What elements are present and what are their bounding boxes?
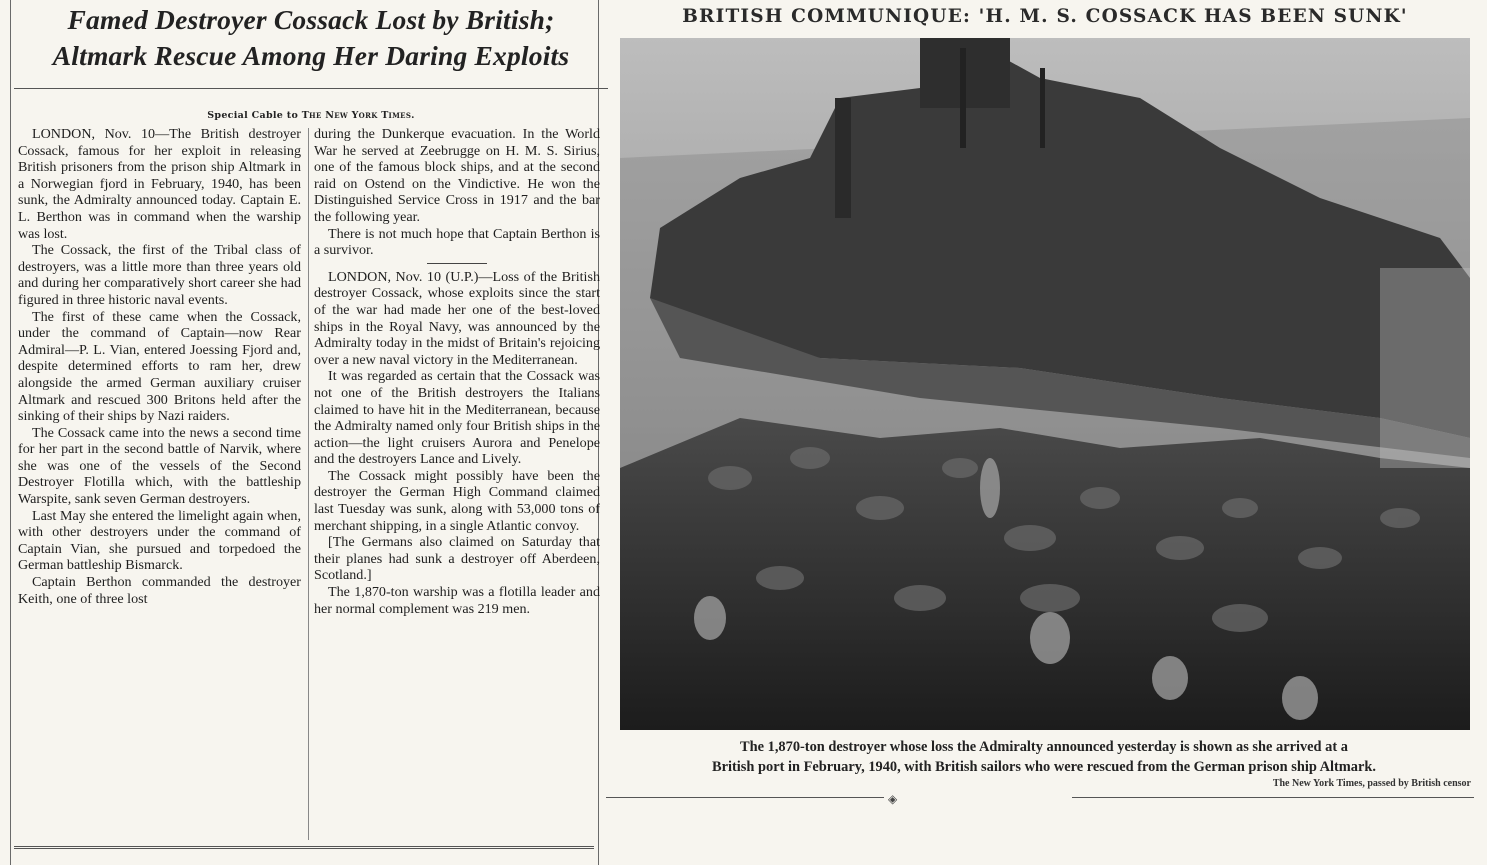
photo-bottom-rule-left xyxy=(606,797,884,798)
article-paragraph: during the Dunkerque evacuation. In the World War he served at Zeebrugge on H. M. S. Sirius, one of the famous block ships, and at the second raid on Ostend on the Vindictive. He won the Distinguished Service Cross in 1917 and the bar the following year. xyxy=(314,126,600,225)
article-paragraph: LONDON, Nov. 10—The British destroyer Cossack, famous for her exploit in releasing British prisoners from the prison ship Altmark in a Norwegian fjord in February, 1940, has been sunk, the Admiralty announced today. Captain E. L. Berthon was in command when the warship was lost. xyxy=(18,126,301,242)
middle-column-rule xyxy=(308,128,309,840)
ship-and-sailors-image xyxy=(620,38,1470,730)
article-paragraph: The Cossack might possibly have been the destroyer the German High Command claimed last Tuesday was sunk, along with 53,000 tons of merchant shipping, in a single Atlantic convoy. xyxy=(314,467,600,534)
caption-line-1: The 1,870-ton destroyer whose loss the Admiralty announced yesterday is shown as she arrived at a xyxy=(740,739,1348,755)
article-paragraph: Captain Berthon commanded the destroyer Keith, one of three lost xyxy=(18,574,301,607)
article-paragraph: The Cossack came into the news a second time for her part in the second battle of Narvik, where she was one of the vessels of the Second Destroyer Flotilla which, with the battleship Warspite, sank seven German destroyers. xyxy=(18,424,301,508)
story-divider xyxy=(427,263,487,264)
destroyer-photo xyxy=(620,38,1470,730)
caption-line-2: British port in February, 1940, with British sailors who were rescued from the German prison ship Altmark. xyxy=(712,759,1376,775)
article-paragraph: The 1,870-ton warship was a flotilla leader and her normal complement was 219 men. xyxy=(314,584,600,617)
ornament-icon: ◈ xyxy=(888,792,898,806)
headline-line-1: Famed Destroyer Cossack Lost by British; xyxy=(67,4,555,35)
headline-line-2: Altmark Rescue Among Her Daring Exploits xyxy=(52,40,570,71)
dateline xyxy=(14,110,608,121)
dateline-prefix: Special Cable to xyxy=(207,110,299,121)
article-paragraph: The Cossack, the first of the Tribal class of destroyers, was a little more than three years old and during her comparatively short career she had figured in three historic naval events. xyxy=(18,242,301,308)
article-bottom-rule xyxy=(14,846,594,849)
article-paragraph: [The Germans also claimed on Saturday that their planes had sunk a destroyer off Aberdeen, Scotland.] xyxy=(314,534,600,584)
photo-credit: The New York Times, passed by British censor xyxy=(1272,778,1471,789)
article-column-2 xyxy=(314,126,600,617)
headline-rule xyxy=(14,88,608,89)
article-paragraph: Last May she entered the limelight again when, with other destroyers under the command of Captain Vian, she pursued and torpedoed the German battleship Bismarck. xyxy=(18,507,301,574)
article-paragraph: It was regarded as certain that the Cossack was not one of the British destroyers the Italians claimed to have hit in the Mediterranean, because the Admiralty named only four British ships in the action—the light cruisers Aurora and Penelope and the destroyers Lance and Lively. xyxy=(314,368,600,468)
photo-caption xyxy=(604,737,1484,777)
headline xyxy=(14,2,608,74)
article-paragraph: There is not much hope that Captain Berthon is a survivor. xyxy=(314,225,600,259)
photo-title: BRITISH COMMUNIQUE: 'H. M. S. COSSACK HAS BEEN SUNK' xyxy=(682,6,1408,27)
article-paragraph: LONDON, Nov. 10 (U.P.)—Loss of the British destroyer Cossack, whose exploits since the start of the war had made her one of the best-loved ships in the Royal Navy, was announced by the Admiralty today in the midst of Britain's rejoicing over a new naval victory in the Mediterranean. xyxy=(314,268,600,368)
left-column-rule xyxy=(10,0,11,865)
photo-bottom-rule-right xyxy=(1072,797,1474,798)
article-column-1 xyxy=(18,126,301,607)
article-paragraph: The first of these came when the Cossack, under the command of Captain—now Rear Admiral—P. L. Vian, entered Joessing Fjord and, despite determined efforts to ram her, drew alongside the armed German auxiliary cruiser Altmark and rescued 300 Britons held after the sinking of their ships by Nazi raiders. xyxy=(18,308,301,425)
dateline-paper: The New York Times. xyxy=(301,110,415,121)
